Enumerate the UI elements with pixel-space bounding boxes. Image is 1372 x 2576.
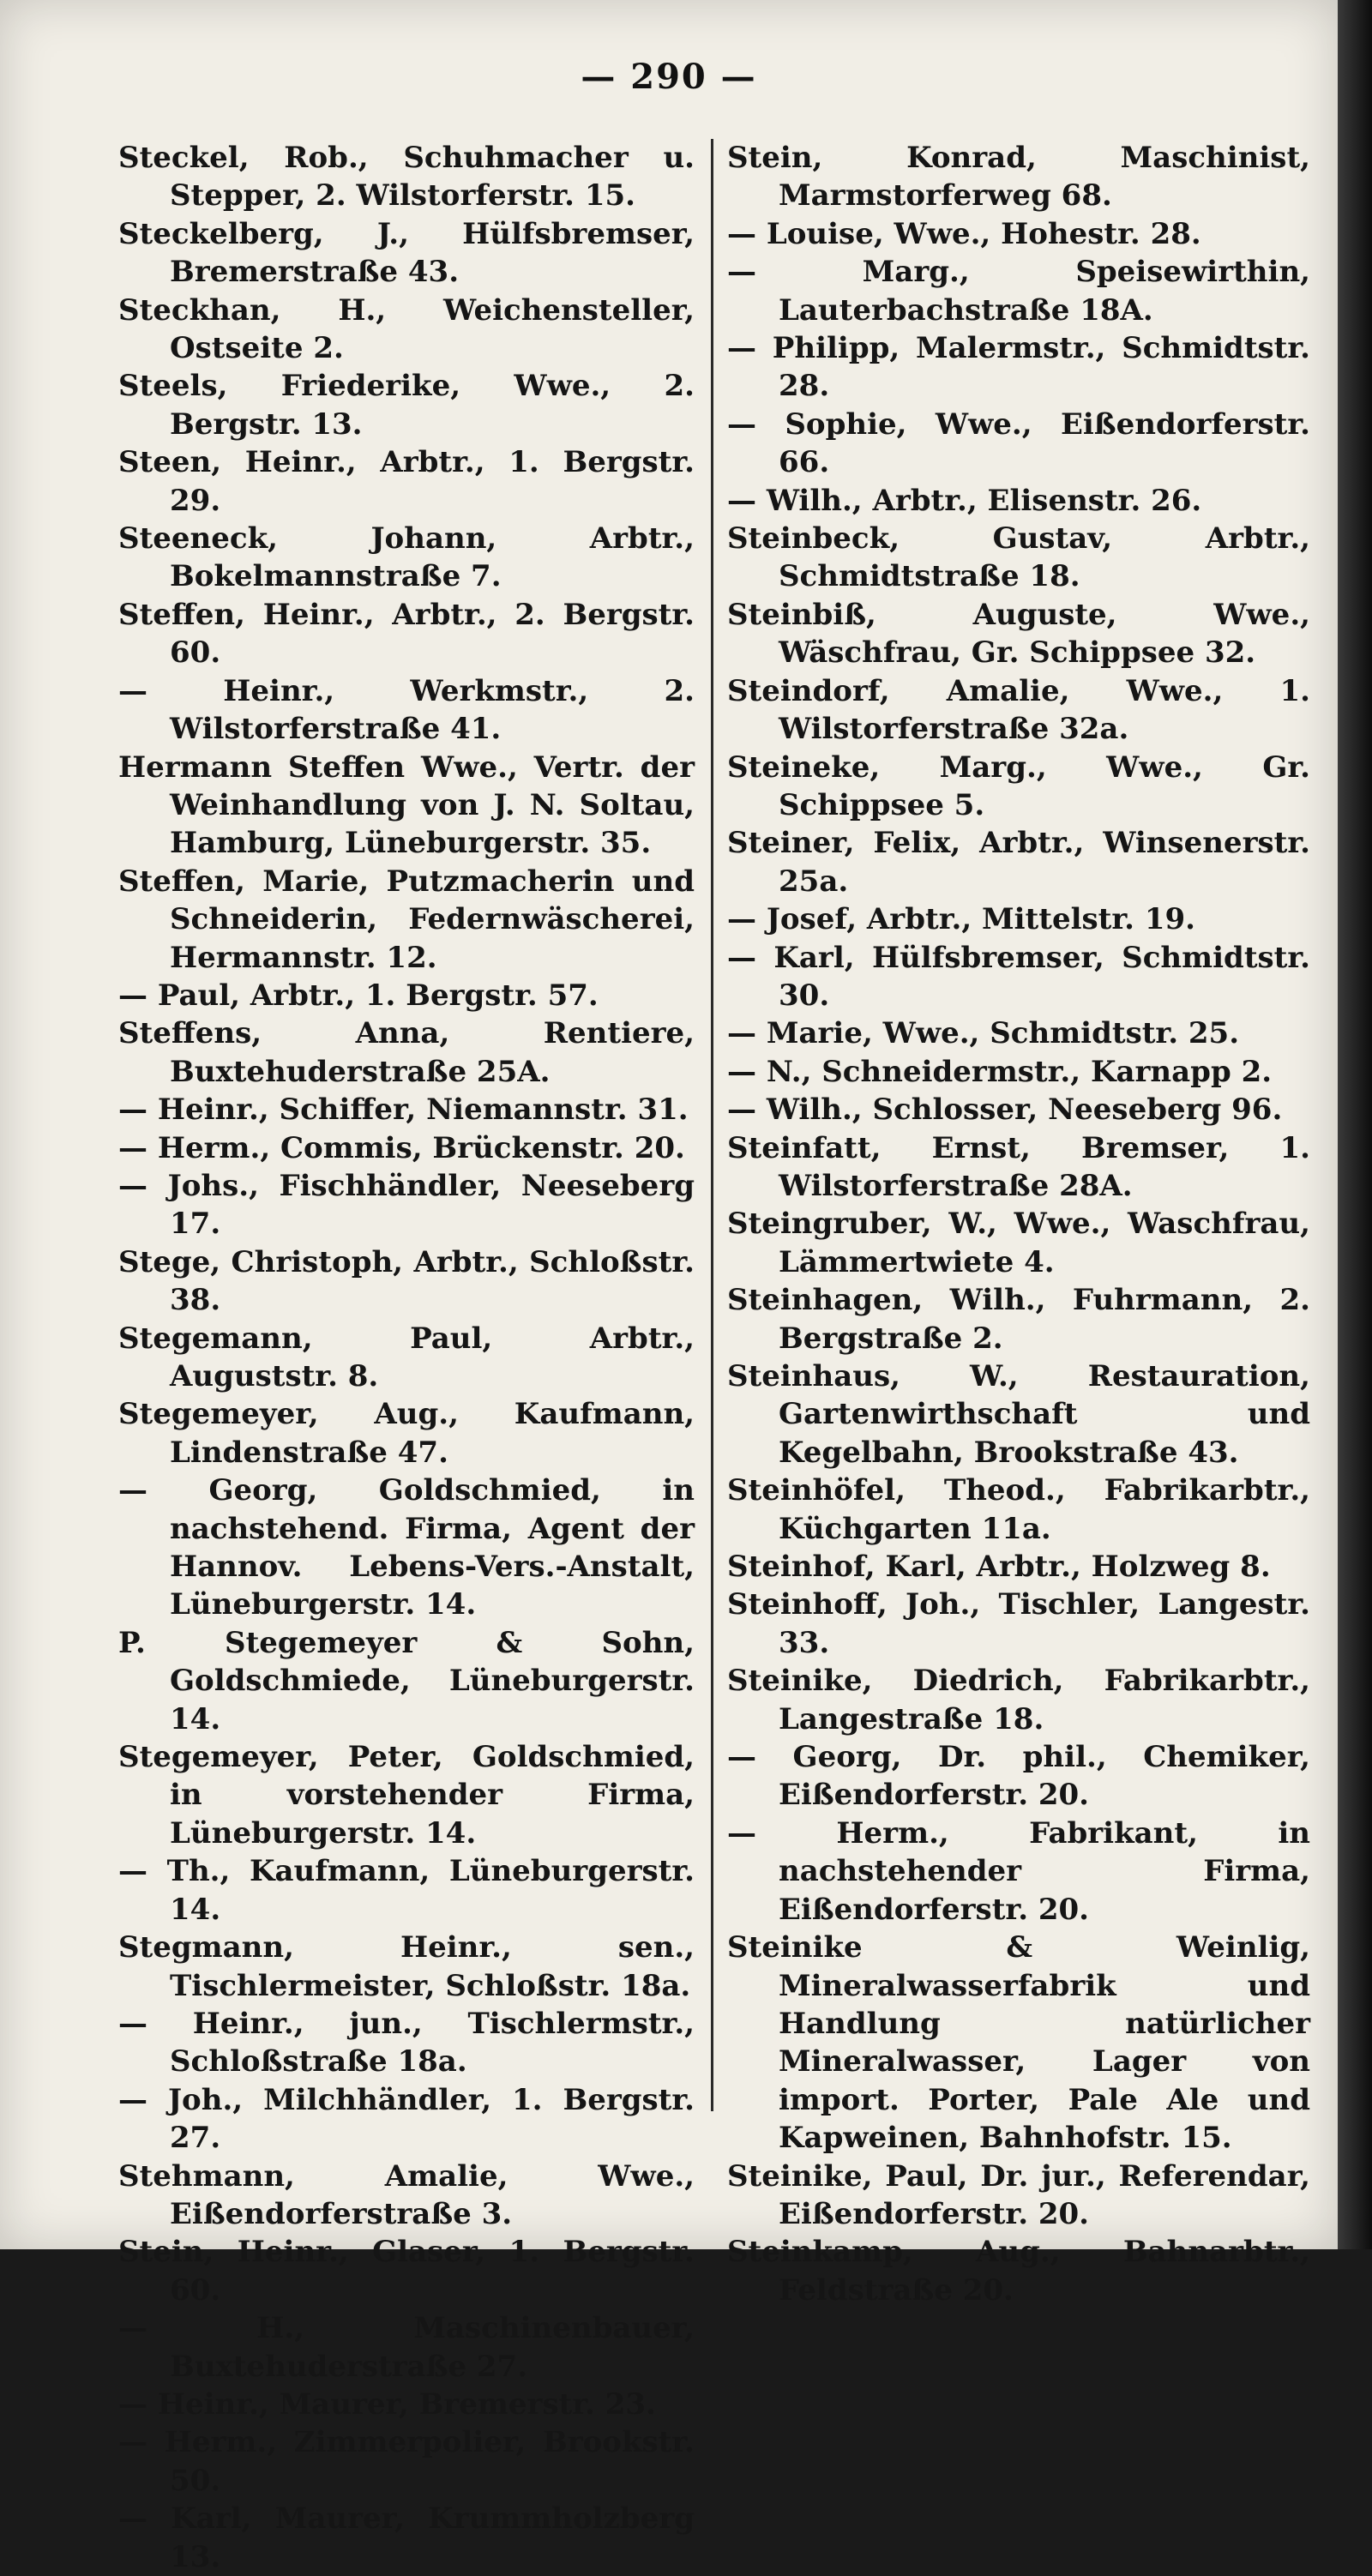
directory-entry: Steindorf, Amalie, Wwe., 1. Wilstorferstraße 32a. [727, 673, 1310, 747]
directory-entry: Steckelberg, J., Hülfsbremser, Bremerstraße 43. [118, 216, 695, 290]
directory-entry: Stegemann, Paul, Arbtr., Auguststr. 8. [118, 1321, 695, 1393]
directory-entry: — Marg., Speisewirthin, Lauterbachstraße 18A. [727, 255, 1310, 328]
book-edge [1338, 0, 1372, 2249]
directory-entry: — Georg, Dr. phil., Chemiker, Eißendorferstr. 20. [727, 1740, 1310, 1813]
directory-entry: Stehmann, Amalie, Wwe., Eißendorferstraße 3. [118, 2158, 695, 2231]
directory-entry: Stegmann, Heinr., sen., Tischlermeister, Schloßstr. 18a. [118, 1930, 695, 2003]
directory-entry: Hermann Steffen Wwe., Vertr. der Weinhandlung von J. N. Soltau, Hamburg, Lüneburgerstr. 35. [118, 749, 695, 861]
directory-entry: — Johs., Fischhändler, Neeseberg 17. [118, 1168, 695, 1242]
directory-entry: — Georg, Goldschmied, in nachstehend. Firma, Agent der Hannov. Lebens-Vers.-Anstalt, Lüneburgerstr. 14. [118, 1473, 695, 1622]
directory-entry: Steffens, Anna, Rentiere, Buxtehuderstraße 25A. [118, 1016, 695, 1089]
right-column [727, 139, 1310, 2309]
directory-entry: — Heinr., jun., Tischlermstr., Schloßstraße 18a. [118, 2006, 695, 2079]
directory-entry: — Karl, Maurer, Krummholzberg 13. [118, 2501, 695, 2574]
directory-entry: — N., Schneidermstr., Karnapp 2. [727, 1054, 1273, 1089]
directory-entry: — H., Maschinenbauer, Buxtehuderstraße 27. [118, 2311, 695, 2384]
directory-entry: — Wilh., Schlosser, Neeseberg 96. [727, 1092, 1283, 1128]
directory-entry: Steinhoff, Joh., Tischler, Langestr. 33. [727, 1587, 1310, 1660]
directory-entry: Steinike & Weinlig, Mineralwasserfabrik und Handlung natürlicher Mineralwasser, Lager von import. Porter, Pale Ale und Kapweinen, Bahnhofstr. 15. [727, 1930, 1310, 2156]
directory-entry: Steckhan, H., Weichensteller, Ostseite 2. [118, 292, 695, 366]
directory-entry: Steinfatt, Ernst, Bremser, 1. Wilstorferstraße 28A. [727, 1130, 1310, 1203]
directory-entry: Steeneck, Johann, Arbtr., Bokelmannstraße 7. [118, 521, 695, 594]
directory-entry: Stein, Heinr., Glaser, 1. Bergstr. 60. [118, 2235, 695, 2308]
directory-entry: Steffen, Marie, Putzmacherin und Schneiderin, Federnwäscherei, Hermannstr. 12. [118, 864, 695, 975]
directory-entry: — Philipp, Malermstr., Schmidtstr. 28. [727, 331, 1310, 404]
directory-entry: — Wilh., Arbtr., Elisenstr. 26. [727, 483, 1202, 518]
directory-entry: Steinhagen, Wilh., Fuhrmann, 2. Bergstraße 2. [727, 1283, 1310, 1356]
directory-entry: Steinkamp, Aug., Bahnarbtr., Feldstraße 20. [727, 2235, 1310, 2308]
directory-entry: Steinhöfel, Theod., Fabrikarbtr., Küchgarten 11a. [727, 1473, 1310, 1546]
directory-entry: Steckel, Rob., Schuhmacher u. Stepper, 2. Wilstorferstr. 15. [118, 141, 695, 214]
page-number: — 290 — [581, 57, 757, 97]
directory-entry: — Heinr., Schiffer, Niemannstr. 31. [118, 1092, 689, 1128]
directory-entry: — Paul, Arbtr., 1. Bergstr. 57. [118, 978, 599, 1013]
directory-entry: Steiner, Felix, Arbtr., Winsenerstr. 25a. [727, 826, 1310, 899]
directory-entry: — Josef, Arbtr., Mittelstr. 19. [727, 902, 1195, 937]
directory-entry: Stegemeyer, Aug., Kaufmann, Lindenstraße 47. [118, 1397, 695, 1470]
directory-entry: — Th., Kaufmann, Lüneburgerstr. 14. [118, 1854, 695, 1927]
directory-entry: Steinike, Diedrich, Fabrikarbtr., Langestraße 18. [727, 1664, 1310, 1736]
directory-entry: Steffen, Heinr., Arbtr., 2. Bergstr. 60. [118, 597, 695, 671]
directory-entry: Steinhaus, W., Restauration, Gartenwirthschaft und Kegelbahn, Brookstraße 43. [727, 1359, 1310, 1470]
directory-entry: Steen, Heinr., Arbtr., 1. Bergstr. 29. [118, 445, 695, 518]
directory-entry: — Heinr., Maurer, Bremerstr. 23. [118, 2386, 656, 2422]
directory-entry: — Marie, Wwe., Schmidtstr. 25. [727, 1016, 1240, 1051]
directory-entry: Steingruber, W., Wwe., Waschfrau, Lämmertwiete 4. [727, 1207, 1310, 1279]
directory-entry: Steels, Friederike, Wwe., 2. Bergstr. 13. [118, 369, 695, 442]
directory-entry: Steineke, Marg., Wwe., Gr. Schippsee 5. [727, 749, 1310, 822]
directory-entry: Stein, Konrad, Maschinist, Marmstorferweg 68. [727, 141, 1310, 214]
directory-entry: Steinbeck, Gustav, Arbtr., Schmidtstraße 18. [727, 521, 1310, 594]
directory-entry: — Joh., Milchhändler, 1. Bergstr. 27. [118, 2082, 695, 2156]
column-divider [711, 139, 713, 2111]
directory-entry: Steinhof, Karl, Arbtr., Holzweg 8. [727, 1550, 1271, 1585]
directory-entry: Stege, Christoph, Arbtr., Schloßstr. 38. [118, 1244, 695, 1318]
directory-entry: — Louise, Wwe., Hohestr. 28. [727, 216, 1201, 251]
directory-entry: — Herm., Zimmerpolier, Brookstr. 50. [118, 2425, 695, 2498]
directory-entry: — Heinr., Werkmstr., 2. Wilstorferstraße 41. [118, 673, 695, 747]
directory-entry: Steinike, Paul, Dr. jur., Referendar, Eißendorferstr. 20. [727, 2158, 1310, 2231]
left-column [118, 139, 695, 2576]
directory-entry: — Herm., Commis, Brückenstr. 20. [118, 1130, 685, 1165]
directory-entry: Stegemeyer, Peter, Goldschmied, in vorstehender Firma, Lüneburgerstr. 14. [118, 1740, 695, 1851]
directory-entry: P. Stegemeyer & Sohn, Goldschmiede, Lüneburgerstr. 14. [118, 1625, 695, 1736]
directory-entry: — Herm., Fabrikant, in nachstehender Firma, Eißendorferstr. 20. [727, 1815, 1310, 1927]
directory-entry: Steinbiß, Auguste, Wwe., Wäschfrau, Gr. Schippsee 32. [727, 597, 1310, 671]
directory-entry: — Karl, Hülfsbremser, Schmidtstr. 30. [727, 940, 1310, 1013]
directory-entry: — Sophie, Wwe., Eißendorferstr. 66. [727, 406, 1310, 480]
